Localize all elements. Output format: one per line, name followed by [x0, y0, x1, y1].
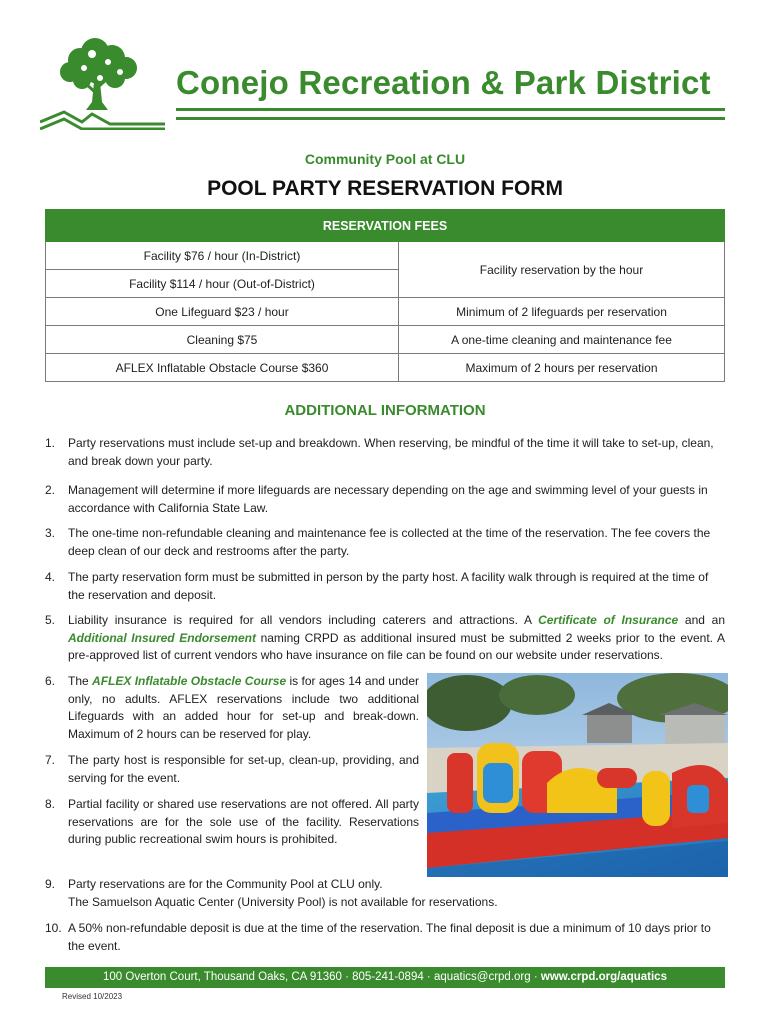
item-text-part: is for ages 14 and under only, no adults. AFLEX reservations include two additional Lifeguards with an added hour for set-up and break-down. Maximum of 2 hours can be reserved for play.	[68, 674, 419, 741]
footer-contact-text: 100 Overton Court, Thousand Oaks, CA 91360 · 805-241-0894 · aquatics@crpd.org ·	[103, 971, 541, 983]
fee-cell: Facility $114 / hour (Out-of-District)	[46, 270, 399, 298]
item-text	[68, 612, 725, 665]
list-item	[45, 796, 419, 849]
fees-table-heading: RESERVATION FEES	[46, 210, 725, 242]
table-row	[46, 242, 725, 270]
item-text-part: Liability insurance is required for all vendors including caterers and attractions. A	[68, 613, 539, 627]
item-text	[68, 876, 725, 911]
item-text	[68, 673, 419, 743]
list-item	[45, 525, 725, 560]
revision-date: Revised 10/2023	[62, 992, 123, 1001]
list-item	[45, 569, 725, 604]
item-number: 6.	[45, 674, 56, 688]
item-text-part: The	[68, 674, 93, 688]
item-text-part: and an	[678, 613, 725, 627]
table-row	[46, 298, 725, 326]
page-title: POOL PARTY RESERVATION FORM	[207, 177, 563, 200]
aflex-course-link[interactable]: AFLEX Inflatable Obstacle Course	[92, 674, 287, 688]
table-row	[46, 326, 725, 354]
additional-info-heading: ADDITIONAL INFORMATION	[284, 402, 486, 419]
item-number: 4.	[45, 570, 56, 584]
list-item	[45, 876, 725, 911]
fee-note-cell: Minimum of 2 lifeguards per reservation	[399, 298, 725, 326]
list-item	[45, 482, 725, 517]
fee-cell: Cleaning $75	[46, 326, 399, 354]
item-number: 5.	[45, 613, 56, 627]
footer-contact-bar	[45, 967, 725, 988]
item-number: 8.	[45, 797, 56, 811]
table-row	[46, 354, 725, 382]
item-text: Management will determine if more lifeguards are necessary depending on the age and swimming level of your guests in accordance with California State Law.	[68, 483, 708, 515]
website-link[interactable]: www.crpd.org/aquatics	[540, 971, 667, 983]
fee-note-cell: Maximum of 2 hours per reservation	[399, 354, 725, 382]
header-divider	[176, 117, 725, 120]
item-number: 9.	[45, 877, 56, 891]
item-text: Partial facility or shared use reservations are not offered. All party reservations are for the sole use of the facility. Reservations during public recreational swim hours is prohibited.	[68, 797, 419, 846]
header-divider	[176, 108, 725, 111]
fee-cell: One Lifeguard $23 / hour	[46, 298, 399, 326]
item-number: 10.	[45, 921, 62, 935]
item-number: 1.	[45, 436, 56, 450]
item-text-line: The Samuelson Aquatic Center (University Pool) is not available for reservations.	[68, 894, 498, 909]
item-text: The party host is responsible for set-up, clean-up, providing, and serving for the event.	[68, 753, 419, 785]
aflex-obstacle-course-photo	[427, 673, 728, 877]
organization-name: Conejo Recreation & Park District	[176, 64, 711, 101]
reservation-fees-table	[45, 209, 725, 382]
page-header	[0, 0, 770, 140]
list-item	[45, 673, 419, 743]
fee-note-cell: Facility reservation by the hour	[399, 242, 725, 298]
list-item	[45, 752, 419, 787]
fee-note-cell: A one-time cleaning and maintenance fee	[399, 326, 725, 354]
list-item	[45, 435, 725, 470]
item-text-part: naming CRPD as additional insured must be submitted 2 weeks prior to the event. A pre-approved list of current vendors who have insurance on file can be found on our website under reservations.	[68, 630, 725, 662]
item-number: 7.	[45, 753, 56, 767]
page-subtitle: Community Pool at CLU	[304, 151, 466, 167]
item-number: 2.	[45, 483, 56, 497]
certificate-of-insurance-link[interactable]: Certificate of Insurance	[538, 613, 679, 627]
item-text: Party reservations must include set-up and breakdown. When reserving, be mindful of the time it will take to set-up, clean, and break down your party.	[68, 436, 714, 468]
item-text-line: Party reservations are for the Community Pool at CLU only.	[68, 877, 383, 891]
fee-cell: AFLEX Inflatable Obstacle Course $360	[46, 354, 399, 382]
fee-cell: Facility $76 / hour (In-District)	[46, 242, 399, 270]
item-text: A 50% non-refundable deposit is due at the time of the reservation. The final deposit is due a minimum of 10 days prior to the event.	[68, 921, 711, 953]
additional-insured-endorsement-link[interactable]: Additional Insured Endorsement	[68, 630, 256, 645]
tree-logo-icon	[40, 30, 165, 130]
item-text: The party reservation form must be submitted in person by the party host. A facility walk through is required at the time of the reservation and deposit.	[68, 570, 709, 602]
list-item	[45, 920, 725, 955]
item-text: The one-time non-refundable cleaning and maintenance fee is collected at the time of the reservation. The fee covers the deep clean of our deck and restrooms after the party.	[68, 526, 711, 558]
list-item	[45, 612, 725, 665]
item-number: 3.	[45, 526, 56, 540]
